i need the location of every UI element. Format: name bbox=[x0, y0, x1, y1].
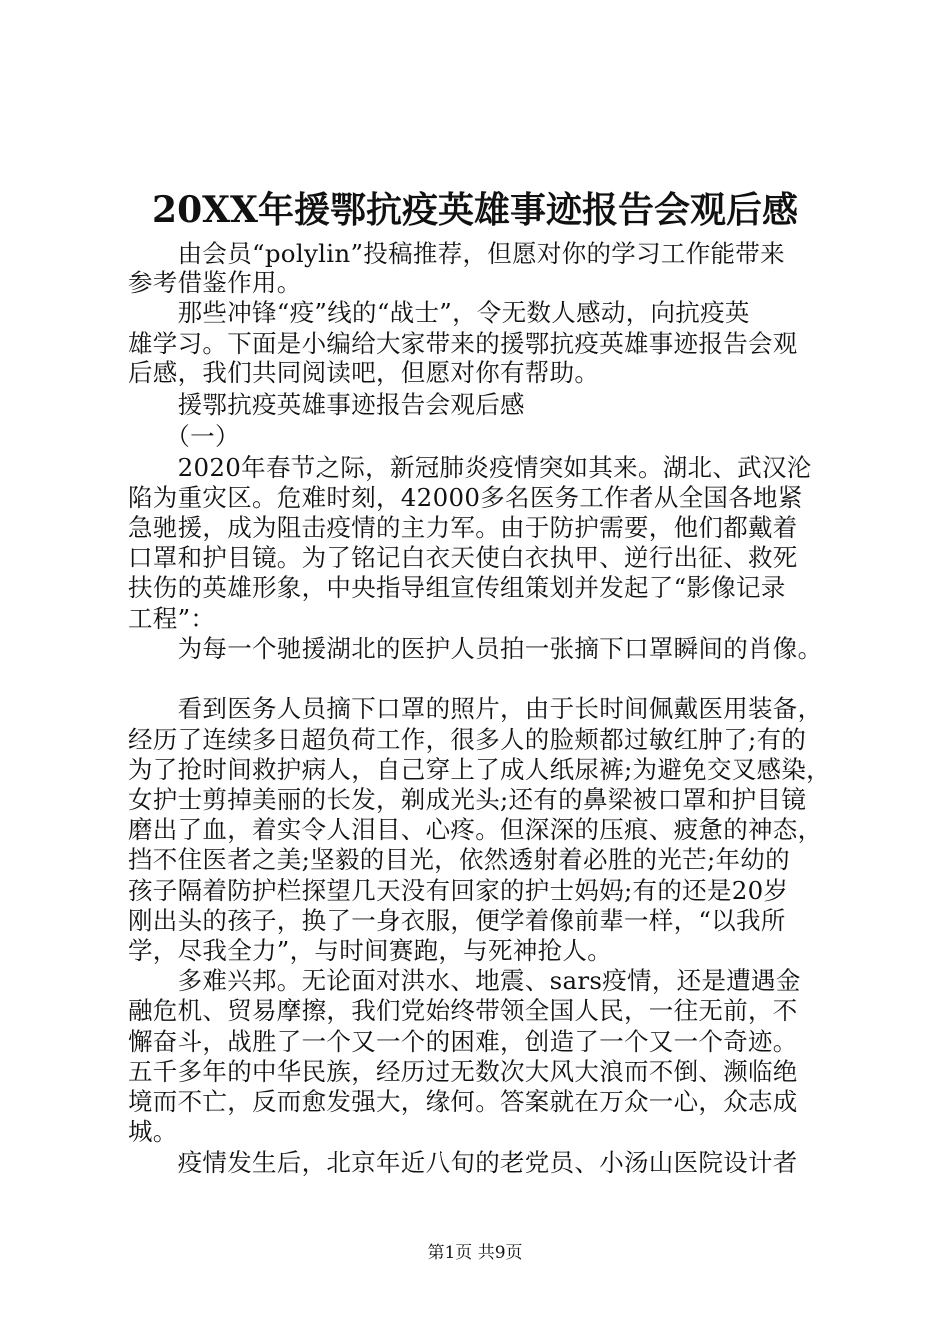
body-line: 为了抢时间救护病人，自己穿上了成人纸尿裤;为避免交叉感染， bbox=[128, 755, 831, 784]
body-line: 懈奋斗，战胜了一个又一个的困难，创造了一个又一个奇迹。 bbox=[128, 1027, 798, 1056]
body-line: 参考借鉴作用。 bbox=[128, 268, 302, 297]
body-line: 后感，我们共同阅读吧，但愿对你有帮助。 bbox=[128, 358, 600, 387]
body-line: 工程”： bbox=[128, 604, 216, 633]
body-line: 女护士剪掉美丽的长发，剃成光头;还有的鼻梁被口罩和护目镜 bbox=[128, 785, 807, 814]
body-line: 疫情发生后，北京年近八旬的老党员、小汤山医院设计者 bbox=[128, 1148, 798, 1177]
body-line: 多难兴邦。无论面对洪水、地震、sars疫情，还是遭遇金 bbox=[128, 966, 801, 995]
body-line: 学，尽我全力”，与时间赛跑，与死神抢人。 bbox=[128, 936, 613, 965]
body-line: 城。 bbox=[128, 1117, 178, 1146]
body-line: （一） bbox=[128, 422, 240, 451]
body-line: 陷为重灾区。危难时刻，42000多名医务工作者从全国各地紧 bbox=[128, 483, 803, 512]
body-line: 为每一个驰援湖北的医护人员拍一张摘下口罩瞬间的肖像。 bbox=[128, 634, 823, 663]
body-line: 孩子隔着防护栏探望几天没有回家的护士妈妈;有的还是20岁 bbox=[128, 876, 789, 905]
body-line: 挡不住医者之美;坚毅的目光，依然透射着必胜的光芒;年幼的 bbox=[128, 845, 790, 874]
body-line: 援鄂抗疫英雄事迹报告会观后感 bbox=[128, 390, 525, 419]
body-line: 刚出头的孩子，换了一身衣服，便学着像前辈一样，“以我所 bbox=[128, 906, 786, 935]
body-line: 2020年春节之际，新冠肺炎疫情突如其来。湖北、武汉沦 bbox=[128, 453, 812, 482]
body-line: 雄学习。下面是小编给大家带来的援鄂抗疫英雄事迹报告会观 bbox=[128, 329, 798, 358]
body-line: 融危机、贸易摩擦，我们党始终带领全国人民，一往无前，不 bbox=[128, 996, 798, 1025]
body-line: 急驰援，成为阻击疫情的主力军。由于防护需要，他们都戴着 bbox=[128, 513, 798, 542]
body-line: 境而不亡，反而愈发强大，缘何。答案就在万众一心，众志成 bbox=[128, 1087, 798, 1116]
body-line: 看到医务人员摘下口罩的照片，由于长时间佩戴医用装备， bbox=[128, 694, 823, 723]
body-line: 口罩和护目镜。为了铭记白衣天使白衣执甲、逆行出征、救死 bbox=[128, 543, 798, 572]
body-line: 由会员“polylin”投稿推荐，但愿对你的学习工作能带来 bbox=[128, 239, 785, 268]
body-line: 五千多年的中华民族，经历过无数次大风大浪而不倒、濒临绝 bbox=[128, 1057, 798, 1086]
body-line: 经历了连续多日超负荷工作，很多人的脸颊都过敏红肿了;有的 bbox=[128, 725, 807, 754]
body-line: 磨出了血，着实令人泪目、心疼。但深深的压痕、疲惫的神态， bbox=[128, 815, 823, 844]
body-line: 扶伤的英雄形象，中央指导组宣传组策划并发起了“影像记录 bbox=[128, 573, 786, 602]
body-line: 那些冲锋“疫”线的“战士”，令无数人感动，向抗疫英 bbox=[128, 298, 750, 327]
page-footer: 第1页 共9页 bbox=[427, 1243, 523, 1263]
document-title: 20XX年援鄂抗疫英雄事迹报告会观后感 bbox=[152, 189, 798, 231]
